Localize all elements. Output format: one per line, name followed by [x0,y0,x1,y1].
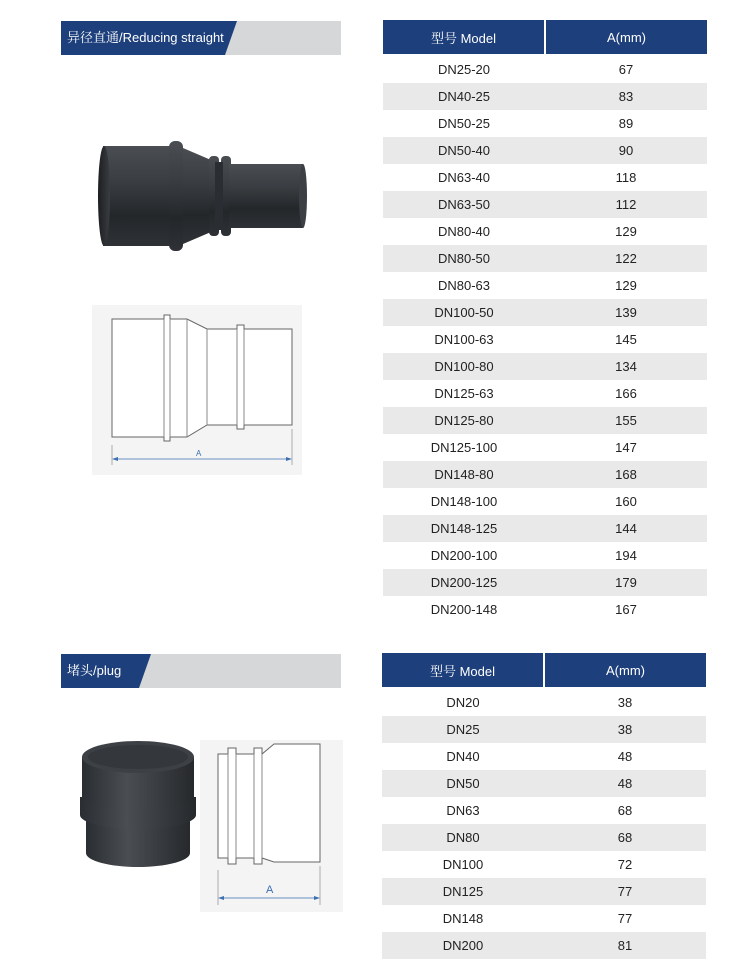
cell-a-value: 160 [615,494,637,509]
table-row [383,272,707,299]
cell-a-value: 77 [617,911,633,926]
cell-model: DN80 [382,824,544,851]
table-row [383,164,707,191]
table-row [382,824,706,851]
cell-model: DN148-80 [383,461,545,488]
table-header-row [383,20,707,54]
cell-a-value: 67 [618,62,634,77]
cell-a-value: 168 [545,461,707,488]
cell-model: DN25-20 [437,62,491,77]
table-row [382,743,706,770]
cell-a-value: 89 [618,116,634,131]
cell-a-value: 48 [544,770,706,797]
cell-model: DN200-100 [430,548,498,563]
table-row [383,83,707,110]
cell-model: DN125-100 [430,440,498,455]
cell-model: DN100-63 [434,332,494,347]
table-row [382,932,706,959]
column-header-model: 型号 Model [382,653,544,687]
cell-model: DN20 [446,695,480,710]
cell-model: DN125-63 [434,386,494,401]
cell-a-value: 118 [615,170,637,185]
cell-a-value: 72 [617,857,633,872]
table-row [383,596,707,623]
table-row [382,716,706,743]
cell-a-value: 129 [615,224,637,239]
cell-a-value: 68 [617,803,633,818]
table-row [383,110,707,137]
cell-a-value: 90 [545,137,707,164]
cell-model: DN148-100 [430,494,498,509]
cell-a-value: 38 [617,695,633,710]
cell-a-value: 68 [544,824,706,851]
cell-model: DN80-40 [437,224,491,239]
table-row [383,380,707,407]
cell-a-value: 81 [544,932,706,959]
table-row [383,569,707,596]
table-row [382,687,706,716]
table-row [382,905,706,932]
cell-model: DN50-40 [383,137,545,164]
section-title-reducing: 异径直通/Reducing straight [67,30,224,45]
column-header-model: 型号 Model [383,20,545,54]
table-header-row [382,653,706,687]
cell-a-value: 166 [615,386,637,401]
table-row [383,245,707,272]
cell-model: DN148 [442,911,484,926]
cell-a-value: 38 [544,716,706,743]
cell-a-value: 147 [615,440,637,455]
section-header-plug [61,654,341,688]
table-row [383,461,707,488]
plug-spec-table [382,653,706,959]
cell-a-value: 144 [545,515,707,542]
cell-model: DN50-25 [437,116,491,131]
table-row [383,54,707,83]
table-row [383,299,707,326]
cell-model: DN100-80 [383,353,545,380]
cell-a-value: 129 [615,278,637,293]
cell-a-value: 77 [544,878,706,905]
table-row [382,851,706,878]
section-title-plug: 堵头/plug [67,663,122,678]
cell-model: DN50 [382,770,544,797]
table-row [383,488,707,515]
cell-model: DN63 [446,803,480,818]
plug-dimension-label: A [266,884,274,896]
table-row [383,353,707,380]
cell-model: DN63-50 [383,191,545,218]
section-header-reducing [61,21,341,55]
cell-a-value: 179 [545,569,707,596]
cell-model: DN100-50 [383,299,545,326]
cell-model: DN25 [382,716,544,743]
table-row [382,797,706,824]
cell-model: DN200-125 [383,569,545,596]
cell-a-value: 167 [615,602,637,617]
reducer-dimension-label: A [196,449,202,458]
cell-model: DN40-25 [383,83,545,110]
cell-model: DN148-125 [383,515,545,542]
cell-a-value: 122 [545,245,707,272]
cell-model: DN200-148 [430,602,498,617]
cell-a-value: 139 [545,299,707,326]
table-row [383,326,707,353]
cell-a-value: 112 [545,191,707,218]
cell-a-value: 145 [615,332,637,347]
column-header-a: A(mm) [545,20,707,54]
cell-model: DN125 [382,878,544,905]
table-row [383,137,707,164]
reducer-photo [95,138,310,253]
table-row [382,770,706,797]
cell-a-value: 194 [615,548,637,563]
cell-a-value: 83 [545,83,707,110]
table-row [383,218,707,245]
plug-photo [76,735,201,875]
cell-model: DN125-80 [383,407,545,434]
cell-a-value: 134 [545,353,707,380]
table-row [383,542,707,569]
column-header-a: A(mm) [544,653,706,687]
table-row [383,434,707,461]
cell-model: DN40 [446,749,480,764]
table-row [383,191,707,218]
cell-model: DN80-50 [383,245,545,272]
cell-model: DN80-63 [437,278,491,293]
cell-a-value: 155 [545,407,707,434]
cell-model: DN200 [382,932,544,959]
cell-a-value: 48 [617,749,633,764]
reducing-spec-table [383,20,707,623]
cell-model: DN63-40 [437,170,491,185]
table-row [383,515,707,542]
cell-model: DN100 [442,857,484,872]
table-row [382,878,706,905]
table-row [383,407,707,434]
